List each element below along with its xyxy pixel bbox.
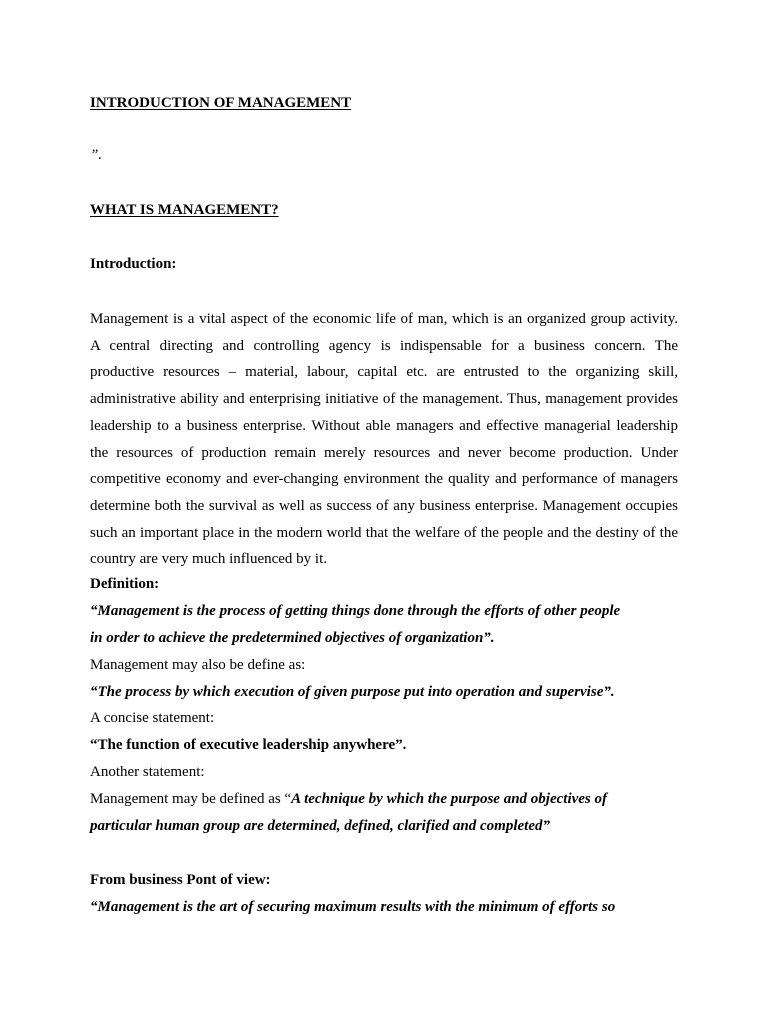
- section-heading-what-is-management: WHAT IS MANAGEMENT?: [90, 202, 279, 218]
- document-title: INTRODUCTION OF MANAGEMENT: [90, 95, 352, 111]
- another-statement-line: [90, 790, 607, 808]
- definition-heading: Definition:: [90, 576, 160, 592]
- paragraph-line: such an important place in the modern world that the welfare of the people and the destiny of the: [90, 524, 678, 541]
- business-quote-line: “Management is the art of securing maximum results with the minimum of efforts so: [90, 899, 616, 915]
- also-define-label: Management may also be define as:: [90, 657, 306, 673]
- paragraph-line: productive resources – material, labour, capital etc. are entrusted to the organizing skill,: [90, 364, 678, 381]
- introduction-paragraph: [90, 306, 678, 573]
- paragraph-line: the resources of production remain merely resources and never become production. Under: [90, 444, 678, 461]
- definition-quote-line: “Management is the process of getting things done through the efforts of other people: [90, 603, 621, 619]
- definition-quote-line: in order to achieve the predetermined objectives of organization”.: [90, 630, 495, 646]
- paragraph-line: A central directing and controlling agency is indispensable for a business concern. The: [90, 337, 678, 354]
- concise-statement-label: A concise statement:: [90, 710, 215, 726]
- business-point-heading: From business Pont of view:: [90, 872, 271, 888]
- another-statement-label: Another statement:: [90, 764, 205, 780]
- paragraph-line: Management is a vital aspect of the economic life of man, which is an organized group activity.: [90, 311, 678, 327]
- another-statement-quote: A technique by which the purpose and objectives of: [291, 791, 608, 807]
- paragraph-line: leadership to a business enterprise. Without able managers and effective managerial leadership: [90, 417, 678, 434]
- paragraph-line: determine both the survival as well as success of any business enterprise. Management occupies: [90, 497, 678, 514]
- also-define-quote: “The process by which execution of given purpose put into operation and supervise”.: [90, 684, 615, 700]
- introduction-heading: Introduction:: [90, 256, 177, 272]
- concise-statement-quote: “The function of executive leadership anywhere”.: [90, 737, 407, 753]
- paragraph-line: administrative ability and enterprising initiative of the management. Thus, management provides: [90, 391, 678, 408]
- stray-quote-mark: ”.: [90, 147, 103, 163]
- another-statement-quote-line: particular human group are determined, defined, clarified and completed”: [90, 818, 550, 834]
- paragraph-line: country are very much influenced by it.: [90, 551, 327, 568]
- paragraph-line: competitive economy and ever-changing environment the quality and performance of managers: [90, 471, 678, 488]
- another-statement-prefix: Management may be defined as “: [90, 791, 292, 807]
